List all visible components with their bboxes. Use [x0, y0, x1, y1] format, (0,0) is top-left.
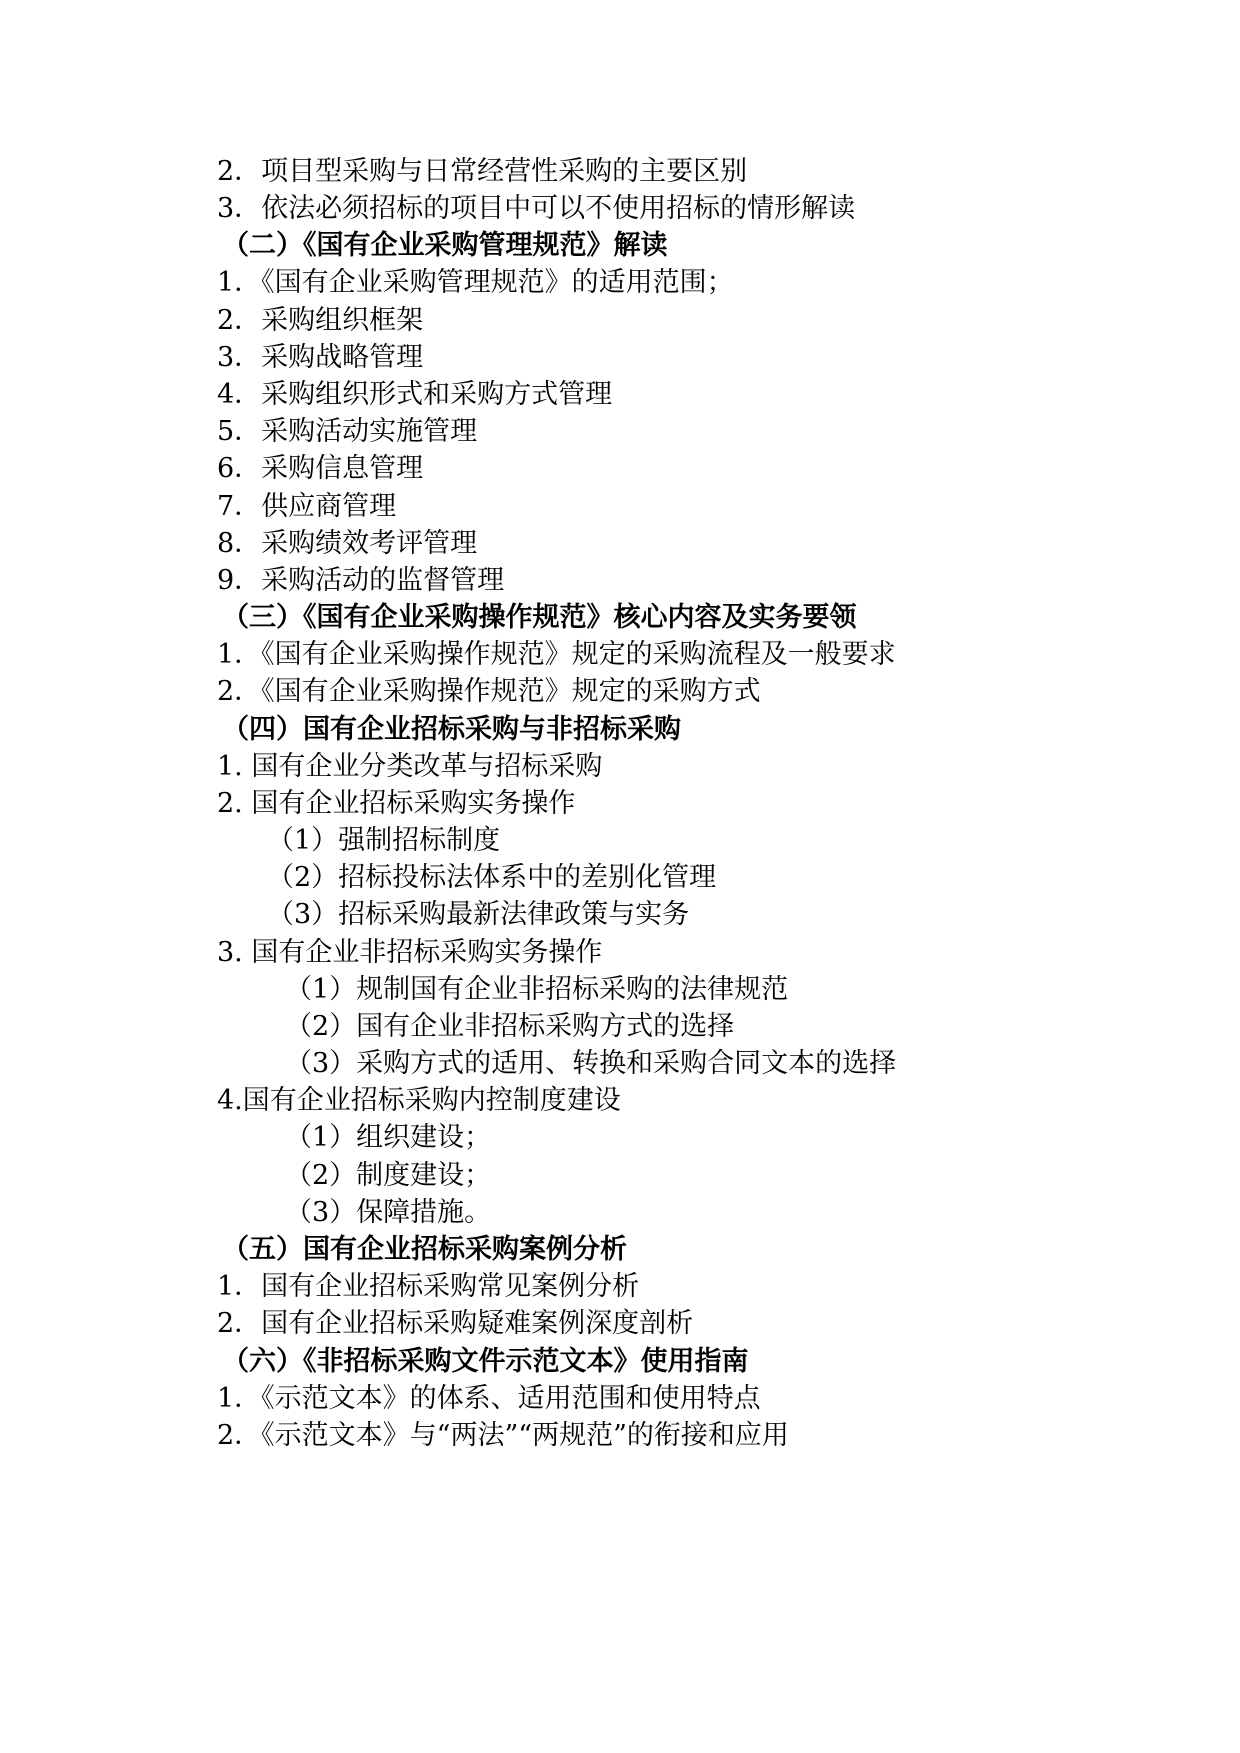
- list-item: 6．采购信息管理: [217, 453, 424, 484]
- list-item: 2. 国有企业招标采购实务操作: [217, 788, 576, 819]
- list-item: 1．《国有企业采购操作规范》规定的采购流程及一般要求: [217, 639, 896, 670]
- list-item: 4．采购组织形式和采购方式管理: [217, 379, 613, 410]
- list-item: 7．供应商管理: [217, 491, 397, 522]
- section-heading: （二）《国有企业采购管理规范》解读: [222, 230, 668, 261]
- section-heading: （三）《国有企业采购操作规范》核心内容及实务要领: [222, 602, 857, 633]
- list-item: 4.国有企业招标采购内控制度建设: [217, 1085, 621, 1116]
- sub-item: （3）保障措施。: [285, 1197, 492, 1228]
- list-item: 3．采购战略管理: [217, 342, 424, 373]
- list-item: 2．采购组织框架: [217, 305, 424, 336]
- list-item: 1．《国有企业采购管理规范》的适用范围；: [217, 267, 734, 298]
- list-item: 9．采购活动的监督管理: [217, 565, 505, 596]
- section-heading: （四）国有企业招标采购与非招标采购: [222, 714, 681, 745]
- sub-item: （2）招标投标法体系中的差别化管理: [267, 862, 717, 893]
- sub-item: （1）组织建设；: [285, 1122, 492, 1153]
- list-item: 2．国有企业招标采购疑难案例深度剖析: [217, 1308, 694, 1339]
- list-item: 3. 国有企业非招标采购实务操作: [217, 937, 603, 968]
- list-item: 3．依法必须招标的项目中可以不使用招标的情形解读: [217, 193, 856, 224]
- sub-item: （3）采购方式的适用、转换和采购合同文本的选择: [285, 1048, 897, 1079]
- sub-item: （2）国有企业非招标采购方式的选择: [285, 1011, 735, 1042]
- list-item: 2．《示范文本》与“两法”“两规范”的衔接和应用: [217, 1420, 789, 1451]
- list-item: 1. 国有企业分类改革与招标采购: [217, 751, 603, 782]
- sub-item: （3）招标采购最新法律政策与实务: [267, 899, 690, 930]
- section-heading: （五）国有企业招标采购案例分析: [222, 1234, 627, 1265]
- sub-item: （1）强制招标制度: [267, 825, 501, 856]
- sub-item: （2）制度建设；: [285, 1160, 492, 1191]
- list-item: 1．《示范文本》的体系、适用范围和使用特点: [217, 1383, 761, 1414]
- list-item: 2．《国有企业采购操作规范》规定的采购方式: [217, 676, 761, 707]
- list-item: 5．采购活动实施管理: [217, 416, 478, 447]
- list-item: 1．国有企业招标采购常见案例分析: [217, 1271, 640, 1302]
- list-item: 8．采购绩效考评管理: [217, 528, 478, 559]
- sub-item: （1）规制国有企业非招标采购的法律规范: [285, 974, 789, 1005]
- list-item: 2．项目型采购与日常经营性采购的主要区别: [217, 156, 748, 187]
- section-heading: （六）《非招标采购文件示范文本》使用指南: [222, 1346, 749, 1377]
